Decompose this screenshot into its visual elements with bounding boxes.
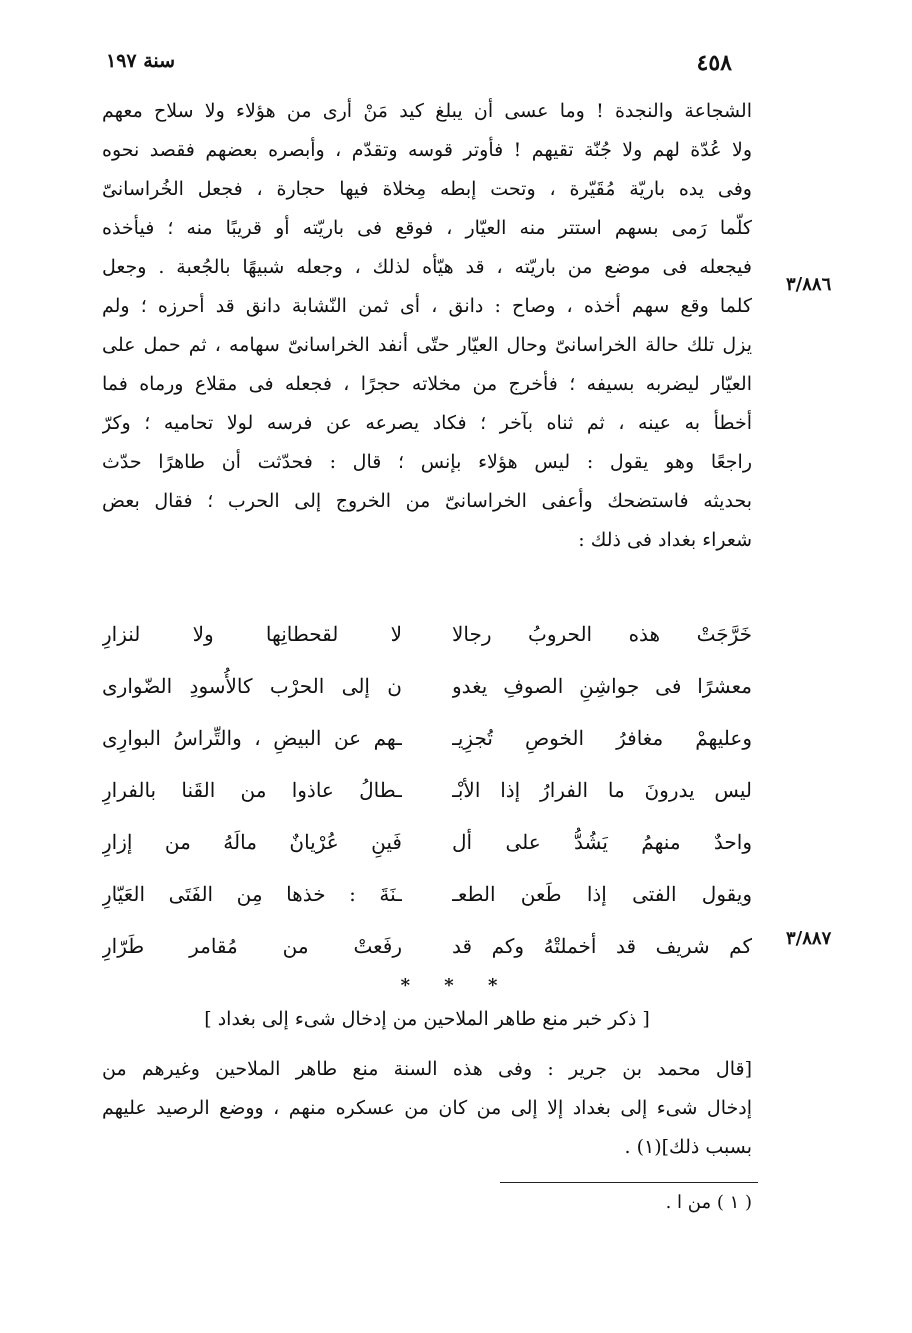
text-line: راجعًا وهو يقول : ليس هؤلاء بإنس ؛ قال : فحدّثت أن طاهرًا حدّث <box>102 451 752 473</box>
verse-line <box>102 764 752 816</box>
first-hemistich: ليس يدرونَ ما الفرارُ إذا الأبْـ <box>452 778 752 802</box>
text-line: ولا عُدّة لهم ولا جُنّة تقيهم ! فأوتر قوسه وتقدّم ، وأبصره بعضهم فقصد نحوه <box>102 139 752 161</box>
first-hemistich: ويقول الفتى إذا طَعن الطعـ <box>452 882 752 906</box>
text-line: فيجعله فى موضع من باريّته ، قد هيّأه لذلك ، وجعله شبيهًا بالجُعبة . وجعل <box>102 256 752 278</box>
text-line: [قال محمد بن جرير : وفى هذه السنة منع طاهر الملاحين وغيرهم من <box>102 1058 752 1080</box>
text-line: كلّما رَمى بسهم استتر منه العيّار ، فوقع فى باريّته أو قريبًا منه ؛ فيأخذه <box>102 217 752 239</box>
text-line: أخطأ به عينه ، ثم ثناه بآخر ؛ فكاد يصرعه عن فرسه لولا تحاميه ؛ وكرّ <box>102 412 752 434</box>
text-line: كلما وقع سهم أخذه ، وصاح : دانق ، أى ثمن النّشابة دانق قد أحرزه ؛ ولم <box>102 295 752 317</box>
footnote: ( ١ ) من ا . <box>665 1192 752 1213</box>
margin-reference: ٣/٨٨٧ <box>786 928 832 949</box>
poem <box>102 608 752 972</box>
running-header-year: سنة ١٩٧ <box>106 50 176 72</box>
prose-block-1 <box>102 92 752 560</box>
text-line: يزل تلك حالة الخراسانىّ وحال العيّار حتّى أنفد الخراسانىّ سهامه ، ثم حمل على <box>102 334 752 356</box>
second-hemistich: ـهم عن البيضِ ، والتِّراسُ البوارِى <box>102 726 402 750</box>
section-heading: [ ذكر خبر منع طاهر الملاحين من إدخال شىء إلى بغداد ] <box>204 1008 650 1030</box>
verse-line <box>102 660 752 712</box>
section-separator: * * * <box>400 975 512 996</box>
text-line: شعراء بغداد فى ذلك : <box>578 529 752 551</box>
first-hemistich: خَرَّجَتْ هذه الحروبُ رجالا <box>452 622 752 646</box>
first-hemistich: كم شريف قد أخملتْهُ وكم قد <box>452 934 752 958</box>
second-hemistich: لا لقحطانِها ولا لنزارِ <box>102 622 402 646</box>
text-line: بسبب ذلك](١) . <box>624 1136 752 1158</box>
verse-line <box>102 868 752 920</box>
verse-line <box>102 920 752 972</box>
second-hemistich: رفَعتْ من مُقامر طَرّارِ <box>102 934 402 958</box>
text-line: الشجاعة والنجدة ! وما عسى أن يبلغ كيد مَنْ أرى من هؤلاء ولا سلاح معهم <box>102 100 752 122</box>
verse-line <box>102 816 752 868</box>
first-hemistich: وعليهمْ مغافرُ الخوصِ تُجزِيـ <box>452 726 752 750</box>
verse-line <box>102 608 752 660</box>
text-line: إدخال شىء إلى بغداد إلا إلى من كان من عسكره منهم ، ووضع الرصيد عليهم <box>102 1097 752 1119</box>
footnote-rule <box>500 1182 758 1183</box>
second-hemistich: ـطالُ عاذوا من القَنا بالفرارِ <box>102 778 402 802</box>
text-line: بحديثه فاستضحك وأعفى الخراسانىّ من الخروج إلى الحرب ؛ فقال بعض <box>102 490 752 512</box>
page-number: ٤٥٨ <box>696 50 732 76</box>
prose-block-2 <box>102 1050 752 1167</box>
second-hemistich: ن إلى الحرْب كالأُسودِ الضّوارى <box>102 674 402 698</box>
text-line: وفى يده باريّة مُقَيّرة ، وتحت إبطه مِخلاة فيها حجارة ، فجعل الخُراسانىّ <box>102 178 752 200</box>
second-hemistich: ـنَةَ : خذها مِن الفَتَى العَيّارِ <box>102 882 402 906</box>
margin-reference: ٣/٨٨٦ <box>786 274 832 295</box>
first-hemistich: معشرًا فى جواشِنِ الصوفِ يغدو <box>452 674 752 698</box>
first-hemistich: واحدٌ منهمُ يَشُدُّ على أل <box>452 830 752 854</box>
verse-line <box>102 712 752 764</box>
text-line: العيّار ليضربه بسيفه ؛ فأخرج من مخلاته حجرًا ، فجعله فى مقلاع ورماه فما <box>102 373 752 395</box>
second-hemistich: فَينِ عُرْيانٌ مالَهُ من إزارِ <box>102 830 402 854</box>
